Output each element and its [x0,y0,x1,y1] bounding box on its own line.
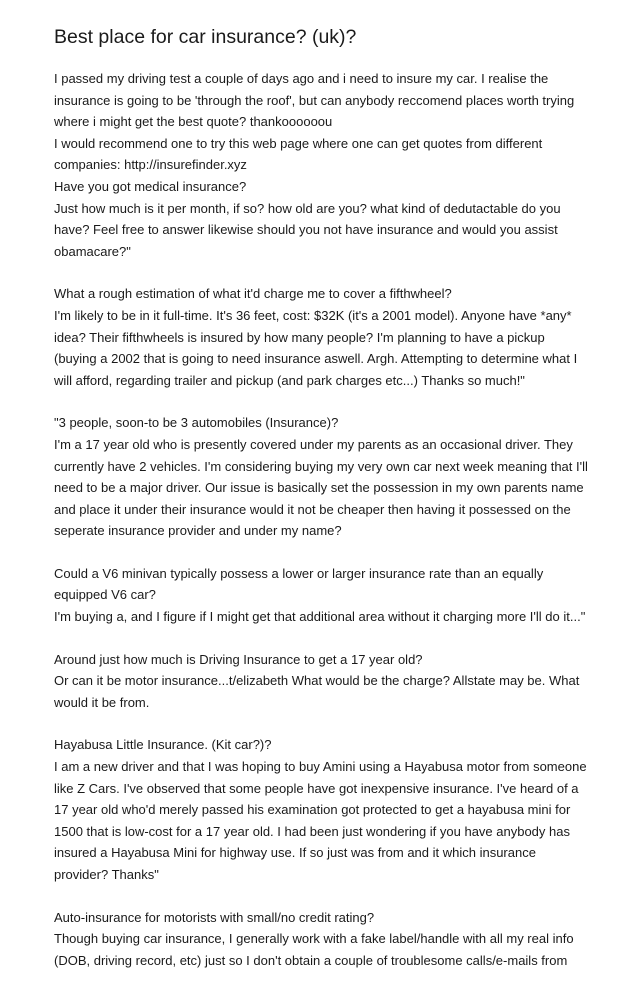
text-line: and place it under their insurance would it not be cheaper then having it possessed on the [54,501,571,517]
text-line: insurance is going to be 'through the roof', but can anybody reccomend places worth trying [54,92,575,108]
text-line: I'm a 17 year old who is presently covered under my parents as an occasional driver. They [54,436,573,452]
text-line: currently have 2 vehicles. I'm considering buying my very own car next week meaning that I'll [54,458,588,474]
text-line: insured a Hayabusa Mini for highway use. If so just was from and it which insurance [54,845,536,861]
text-line: 1500 that is low-cost for a 17 year old. I had been just wondering if you have anybody has [54,823,570,839]
text-line: (DOB, driving record, etc) just so I don't obtain a couple of troublesome calls/e-mails from [54,952,568,968]
text-line: Around just how much is Driving Insurance to get a 17 year old? [54,651,423,667]
text-line: provider? Thanks" [54,867,159,882]
text-line: have? Feel free to answer likewise should you not have insurance and would you assist [54,222,558,238]
text-line: Just how much is it per month, if so? how old are you? what kind of dedutactable do you [54,200,561,216]
paragraph-block [54,563,600,628]
text-line: would it be from. [54,694,150,710]
text-line: Could a V6 minivan typically possess a lower or larger insurance rate than an equally [54,565,544,581]
text-line: seperate insurance provider and under my name? [54,523,342,539]
text-line: "3 people, soon-to be 3 automobiles (Insurance)? [54,415,339,431]
text-line: need to be a major driver. Our issue is basically set the possession in my own parents name [54,480,584,496]
document-body [54,68,600,971]
text-line: idea? Their fifthwheels is insured by how many people? I'm planning to have a pickup [54,329,545,345]
paragraph-block [54,68,600,262]
text-line: 17 year old who'd merely passed his examination got protected to get a hayabusa mini for [54,802,571,818]
text-line: Have you got medical insurance? [54,178,247,194]
page-title: Best place for car insurance? (uk)? [54,26,357,48]
paragraph-block [54,283,600,391]
text-line: Though buying car insurance, I generally work with a fake label/handle with all my real info [54,931,574,947]
text-line: where i might get the best quote? thankoooooou [54,114,333,130]
paragraph-block [54,412,600,542]
text-line: I am a new driver and that I was hoping to buy Amini using a Hayabusa motor from someone [54,759,587,775]
text-line: Hayabusa Little Insurance. (Kit car?)? [54,737,272,753]
paragraph-block [54,907,600,972]
text-line: Auto-insurance for motorists with small/no credit rating? [54,909,375,925]
text-line: equipped V6 car? [54,587,156,603]
text-line: like Z Cars. I've observed that some people have got inexpensive insurance. I've heard of a [54,780,579,796]
document-page [54,24,600,992]
text-line: will afford, regarding trailer and pickup (and park charges etc...) Thanks so much!" [54,372,525,388]
text-line: companies: http://insurefinder.xyz [54,157,247,173]
paragraph-block [54,734,600,885]
text-line: obamacare?" [54,243,131,259]
paragraph-block [54,649,600,714]
text-line: I'm buying a, and I figure if I might get that additional area without it charging more I'll do it..." [54,609,586,625]
text-line: I'm likely to be in it full-time. It's 36 feet, cost: $32K (it's a 2001 model). Anyone have *any* [54,307,572,323]
text-line: Or can it be motor insurance...t/elizabeth What would be the charge? Allstate may be. What [54,673,580,689]
text-line: What a rough estimation of what it'd charge me to cover a fifthwheel? [54,286,452,302]
text-line: I passed my driving test a couple of days ago and i need to insure my car. I realise the [54,71,549,86]
text-line: I would recommend one to try this web page where one can get quotes from different [54,135,543,151]
text-line: (buying a 2002 that is going to need insurance aswell. Argh. Attempting to determine what I [54,351,578,367]
